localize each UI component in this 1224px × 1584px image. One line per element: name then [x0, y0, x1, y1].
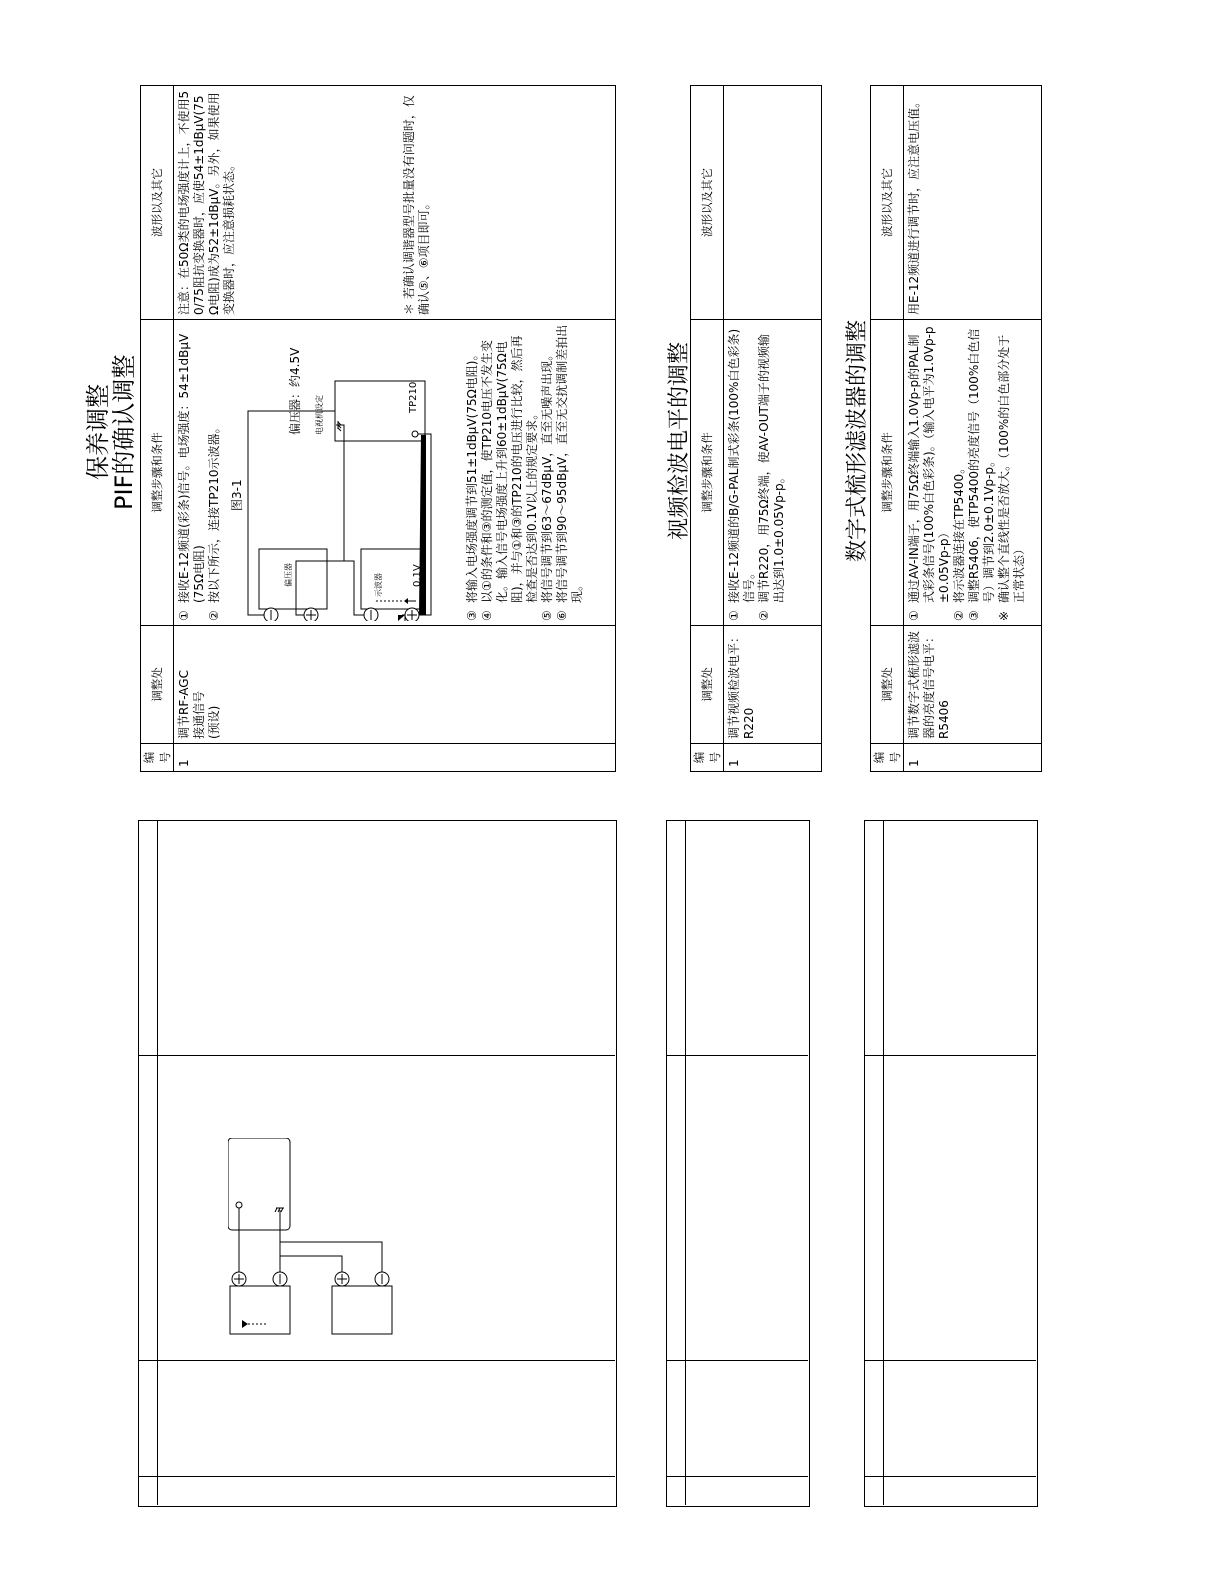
step-text: 将信号调节到63～67dBμV，直至无噪声出现。 — [540, 348, 554, 603]
star-note: ＊ 若确认调谐器型号批量没有问题时，仅确认⑤、⑥项目即可。 — [402, 95, 431, 315]
header-no: 编号 — [871, 744, 904, 772]
procedure-cell — [174, 320, 616, 626]
step-text: 将示波器连接在TP5400。 — [952, 461, 966, 603]
section2-title: 视频检波电平的调整 — [667, 341, 692, 540]
bias-label: 偏压器 — [284, 563, 293, 587]
adjust-point-line: 接通信号 — [192, 690, 206, 739]
header-procedure: 调整步骤和条件 — [691, 320, 724, 626]
header-procedure: 调整步骤和条件 — [141, 320, 174, 626]
section1-table-wrap — [140, 86, 616, 772]
blank-table-2-col-line — [666, 1055, 808, 1056]
step-text: 调整R5406，使TP5400的亮度信号（100%白色信号）调节到2.0±0.1Vp-p。 — [967, 328, 996, 603]
header-waveform: 波形以及其它 — [691, 86, 724, 320]
tp210-point — [412, 431, 418, 437]
step-number: ② — [952, 610, 966, 621]
step-item — [540, 324, 555, 621]
step-text: 以①的条件和③的测定值，使TP210电压不发生变化。输入信号电场强度上升到60±1dBμV(75Ω电阻)，并与①和③的TP210的电压进行比较，然后再检查是否达到0.1V以上的规定要求。 — [480, 335, 539, 603]
adjust-point: 调节数字式梳形滤波器的亮度信号电平：R5406 — [904, 626, 1042, 744]
wire-bias-plus — [296, 561, 344, 615]
blank-scope-box — [230, 1286, 290, 1334]
notes-cell — [724, 86, 822, 320]
step-number: ⑤ — [540, 610, 554, 621]
notes-cell: 用E-12频道进行调节时，应注意电压值。 — [904, 86, 1042, 320]
step-number: ① — [907, 610, 921, 621]
page-subtitle: PIF的确认调整 — [110, 354, 138, 510]
blank-table-2-col-line — [666, 1360, 808, 1361]
section3-header-row — [871, 86, 904, 772]
tp210-label: TP210 — [408, 381, 419, 413]
step-item — [907, 324, 952, 621]
section2-table-wrap — [690, 86, 822, 772]
adjust-point-line: (预设) — [207, 705, 221, 739]
step-number: ③ — [465, 610, 479, 621]
blank-table-3 — [864, 820, 1038, 1507]
step-number: ② — [207, 610, 221, 621]
scope-label: 示波器 — [374, 573, 383, 597]
section1-row — [174, 86, 616, 772]
notes-text: 注意：在50Ω类的电场强度计上，不使用50/75阻抗变换器时，应使54±1dBμV(75Ω电阻)成为52±1dBμV。另外，如果使用变换器时，应注意损耗状态。 — [177, 90, 236, 315]
section1-header-row — [141, 86, 174, 772]
row-number: 1 — [174, 744, 616, 772]
step-item — [207, 324, 222, 621]
adjust-point-line: 调节RF-AGC — [177, 670, 191, 739]
section1-table — [140, 85, 616, 772]
header-waveform: 波形以及其它 — [141, 86, 174, 320]
section2-row — [724, 86, 822, 772]
blank-table-1-col-line — [138, 1476, 615, 1477]
header-point: 调整处 — [691, 626, 724, 744]
blank-table-3-col-line — [864, 1360, 1036, 1361]
step-text: 确认整个直线性是否放大。（100%的白色部分处于正常状态） — [997, 334, 1026, 603]
step-number: ③ — [967, 610, 981, 621]
procedure-cell — [724, 320, 822, 626]
adjust-point: 调节视频检波电平：R220 — [724, 626, 822, 744]
blank-table-2-col-line — [666, 1476, 808, 1477]
header-no: 编号 — [691, 744, 724, 772]
adjust-point — [174, 626, 616, 744]
header-procedure: 调整步骤和条件 — [871, 320, 904, 626]
blank-table-1-col-line — [138, 1055, 615, 1056]
wire-scope-minus-gnd — [336, 425, 364, 615]
scope-value-label: 0.1V — [412, 564, 423, 587]
blank-bias-box — [332, 1286, 392, 1334]
header-point: 调整处 — [141, 626, 174, 744]
step-item — [967, 324, 997, 621]
step-text: 接收E-12频道的B/G-PAL制式彩条(100%白色彩条)信号。 — [727, 328, 756, 603]
header-waveform: 波形以及其它 — [871, 86, 904, 320]
section2-table — [690, 85, 822, 772]
step-item — [952, 324, 967, 621]
step-text: 调节R220，用75Ω终端，使AV-OUT端子的视频输出达到1.0±0.05Vp-p。 — [757, 334, 786, 603]
blank-table-2 — [666, 820, 810, 1507]
step-item — [757, 324, 787, 621]
circuit-diagram — [226, 324, 461, 621]
figure-caption: 图3-1 — [230, 479, 244, 511]
header-no: 编号 — [141, 744, 174, 772]
step-text: 按以下所示，连接TP210示波器。 — [207, 421, 221, 603]
section2-header-row — [691, 86, 724, 772]
step-item — [465, 324, 480, 621]
circuit-diagram-svg — [226, 321, 461, 621]
header-point: 调整处 — [871, 626, 904, 744]
section3-table-wrap — [870, 86, 1042, 772]
page-title-main: 保养调整 — [84, 384, 112, 480]
section3-title: 数字式梳形滤波器的调整 — [845, 319, 870, 562]
step-number: ② — [757, 610, 771, 621]
step-text: 接收E-12频道(彩条)信号。电场强度：54±1dBμV(75Ω电阻) — [177, 333, 206, 603]
blank-table-3-col-line — [864, 1055, 1036, 1056]
step-number: ※ — [997, 610, 1011, 621]
bias-setting-label: 偏压器：约4.5V — [288, 347, 302, 435]
blank-table-2-header-line — [685, 820, 686, 1505]
step-item — [555, 324, 585, 621]
row-number: 1 — [724, 744, 822, 772]
step-text: 将信号调节到90～95dBμV，直至无交扰调制差拍出现。 — [555, 324, 584, 603]
blank-circuit-diagram — [228, 1138, 398, 1342]
blank-table-1-col-line — [138, 1360, 615, 1361]
step-item — [727, 324, 757, 621]
step-item — [480, 324, 540, 621]
blank-table-3-col-line — [864, 1476, 1036, 1477]
blank-table-3-header-line — [883, 820, 884, 1505]
step-text: 通过AV-IN端子，用75Ω终端输入1.0Vp-p的PAL制式彩条信号(100%白色彩条)。（输入电平为1.0Vp-p±0.05Vp-p） — [907, 326, 951, 603]
step-number: ⑥ — [555, 610, 569, 621]
section3-row — [904, 86, 1042, 772]
step-text: 将输入电场强度调节到51±1dBμV(75Ω电阻)。 — [465, 348, 479, 603]
step-item — [177, 324, 207, 621]
section3-table — [870, 85, 1042, 772]
step-number: ① — [177, 610, 191, 621]
notes-cell — [174, 86, 616, 320]
step-item — [997, 324, 1027, 621]
step-number: ① — [727, 610, 741, 621]
blank-tv-box — [228, 1138, 290, 1230]
row-number: 1 — [904, 744, 1042, 772]
blank-table-1-header-line — [157, 820, 158, 1505]
blank-circuit-svg — [228, 1138, 398, 1338]
tv-setting-label: 电视机设定 — [315, 395, 324, 435]
procedure-cell — [904, 320, 1042, 626]
step-number: ④ — [480, 610, 494, 621]
